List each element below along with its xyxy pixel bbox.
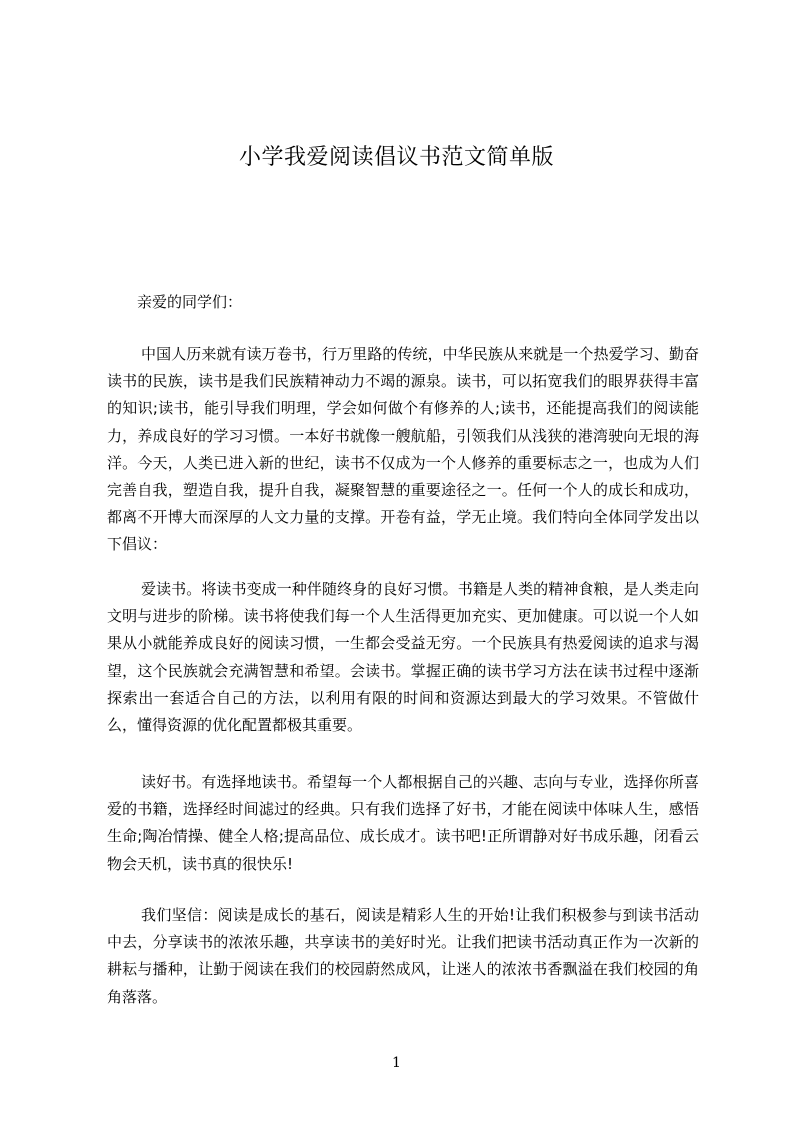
paragraph-conclusion: 我们坚信：阅读是成长的基石，阅读是精彩人生的开始!让我们积极参与到读书活动中去，分享读书的浓浓乐趣，共享读书的美好时光。让我们把读书活动真正作为一次新的耕耘与播种，让勤于阅读在我们的校园蔚然成风，让迷人的浓浓书香飘溢在我们校园的角角落落。 <box>107 906 699 1006</box>
paragraph-read-good-books: 读好书。有选择地读书。希望每一个人都根据自己的兴趣、志向与专业，选择你所喜爱的书籍，选择经时间滤过的经典。只有我们选择了好书，才能在阅读中体味人生，感悟生命;陶冶情操、健全人格;提高品位、成长成才。读书吧!正所谓静对好书成乐趣，闭看云物会天机，读书真的很快乐! <box>107 773 699 873</box>
paragraph-intro: 中国人历来就有读万卷书，行万里路的传统，中华民族从来就是一个热爱学习、勤奋读书的民族，读书是我们民族精神动力不竭的源泉。读书，可以拓宽我们的眼界获得丰富的知识;读书，能引导我们明理，学会如何做个有修养的人;读书，还能提高我们的阅读能力，养成良好的学习习惯。一本好书就像一艘航船，引领我们从浅狭的港湾驶向无垠的海洋。今天，人类已进入新的世纪，读书不仅成为一个人修养的重要标志之一，也成为人们完善自我，塑造自我，提升自我，凝聚智慧的重要途径之一。任何一个人的成长和成功，都离不开博大而深厚的人文力量的支撑。开卷有益，学无止境。我们特向全体同学发出以下倡议： <box>107 345 699 554</box>
page-title: 小学我爱阅读倡议书范文简单版 <box>238 145 554 170</box>
paragraph-love-reading: 爱读书。将读书变成一种伴随终身的良好习惯。书籍是人类的精神食粮，是人类走向文明与进步的阶梯。读书将使我们每一个人生活得更加充实、更加健康。可以说一个人如果从小就能养成良好的阅读习惯，一生都会受益无穷。一个民族具有热爱阅读的追求与渴望，这个民族就会充满智慧和希望。会读书。掌握正确的读书学习方法在读书过程中逐渐探索出一套适合自己的方法，以利用有限的时间和资源达到最大的学习效果。不管做什么，懂得资源的优化配置都极其重要。 <box>107 580 699 735</box>
page-number: 1 <box>392 1055 401 1071</box>
salutation: 亲爱的同学们： <box>137 293 243 311</box>
